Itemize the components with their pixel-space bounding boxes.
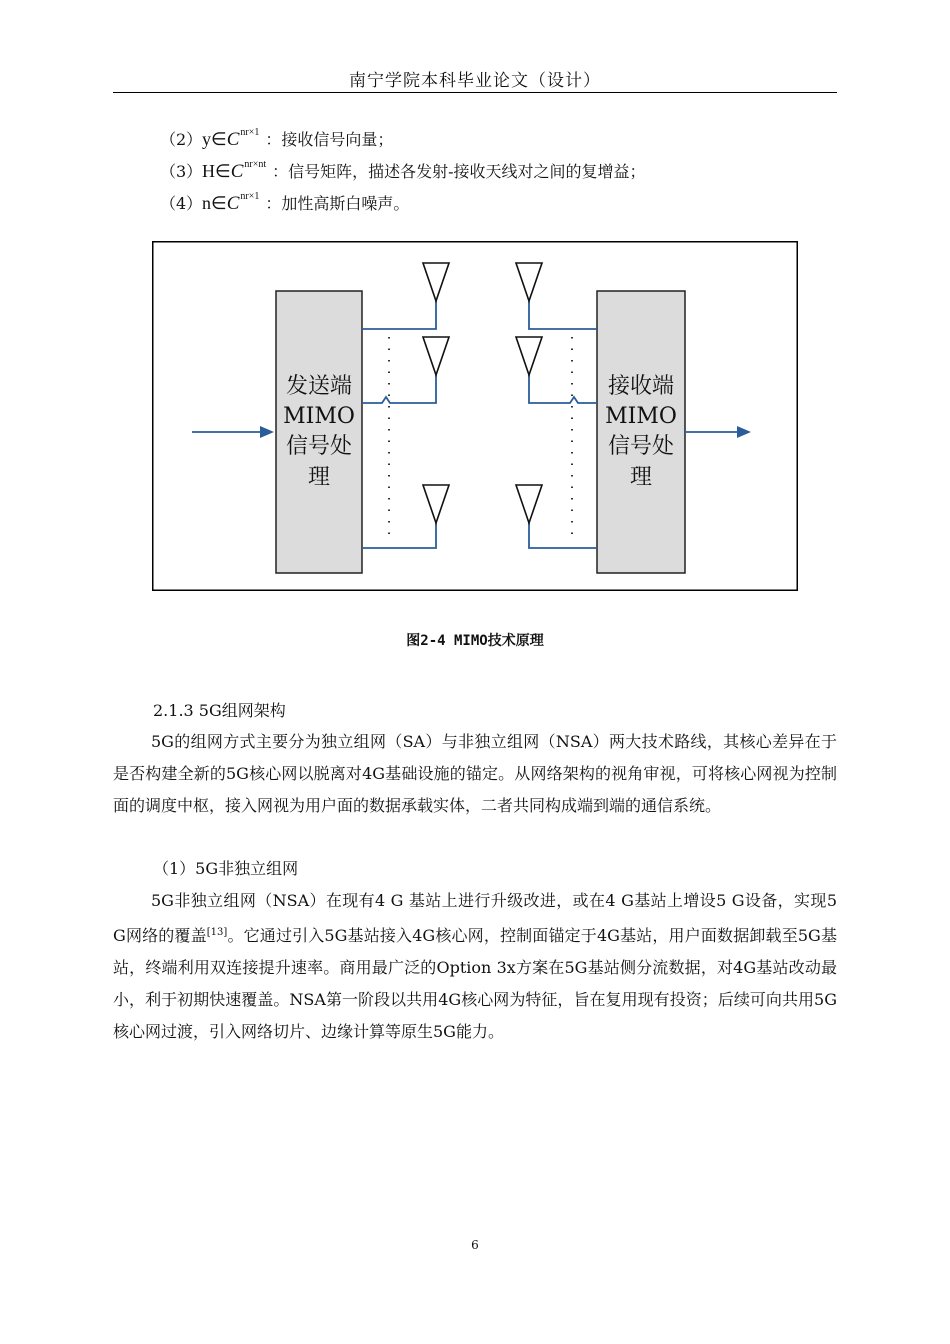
complex-set-symbol: C <box>226 193 240 214</box>
rx-label-line: MIMO <box>605 404 677 429</box>
dimension-superscript: nr×1 <box>240 191 260 202</box>
mimo-diagram <box>152 241 798 591</box>
figure-frame <box>153 242 798 591</box>
tx-label-line: 信号处 <box>285 434 353 459</box>
subsection-heading: （1）5G非独立组网 <box>153 859 299 878</box>
definition-item <box>160 117 646 149</box>
tx-label-line: MIMO <box>283 404 355 429</box>
dimension-superscript: nr×nt <box>244 159 267 170</box>
dimension-superscript: nr×1 <box>240 127 260 138</box>
receiver-box <box>597 291 685 573</box>
header-rule <box>113 92 837 93</box>
paragraph-text: 5G的组网方式主要分为独立组网（SA）与非独立组网（NSA）两大技术路线，其核心差异在于是否构建全新的5G核心网以脱离对4G基础设施的锚定。从网络架构的视角审视，可将核心网视为控制面的调度中枢，接入网视为用户面的数据承载实体，二者共同构成端到端的通信系统。 <box>113 732 837 815</box>
definition-text: ：信号矩阵，描述各发射-接收天线对之间的复增益； <box>272 162 646 181</box>
page-number: 6 <box>471 1238 479 1252</box>
paragraph <box>113 726 837 822</box>
tx-label-line: 发送端 <box>285 374 353 399</box>
paragraph-text: 5G非独立组网（NSA）在现有4 G 基站上进行升级改进，或在4 G基站上增设5 G设备，实现5 G网络的覆盖 <box>113 891 837 945</box>
figure-caption: 图2-4 MIMO技术原理 <box>406 633 544 649</box>
definition-symbol: H∈ <box>202 161 231 181</box>
citation-ref[interactable]: [13] <box>206 927 228 938</box>
rx-label-line: 理 <box>629 465 653 490</box>
definition-number: （4） <box>160 194 203 213</box>
definition-symbol: y∈ <box>202 129 227 149</box>
definition-list <box>160 117 646 213</box>
definition-item <box>160 181 646 213</box>
rx-label-line: 信号处 <box>607 434 675 459</box>
definition-number: （2） <box>160 130 203 149</box>
definition-text: ：加性高斯白噪声。 <box>265 194 410 213</box>
page-header: 南宁学院本科毕业论文（设计） <box>349 71 601 91</box>
complex-set-symbol: C <box>230 161 244 182</box>
paragraph-text: 。它通过引入5G基站接入4G核心网，控制面锚定于4G基站，用户面数据卸载至5G基站，终端利用双连接提升速率。商用最广泛的Option 3x方案在5G基站侧分流数据，对4G基站改动最小，利于初期快速覆盖。NSA第一阶段以共用4G核心网为特征，旨在复用现有投资；后续可向共用5G核心网过渡，引入网络切片、边缘计算等原生5G能力。 <box>113 926 837 1041</box>
rx-label-line: 接收端 <box>607 374 675 399</box>
definition-symbol: n∈ <box>202 193 227 213</box>
paragraph <box>113 885 837 1048</box>
transmitter-box <box>276 291 362 573</box>
tx-label-line: 理 <box>307 465 331 490</box>
complex-set-symbol: C <box>226 129 240 150</box>
definition-text: ：接收信号向量； <box>265 130 394 149</box>
definition-item <box>160 149 646 181</box>
definition-number: （3） <box>160 162 203 181</box>
section-heading: 2.1.3 5G组网架构 <box>153 701 286 720</box>
